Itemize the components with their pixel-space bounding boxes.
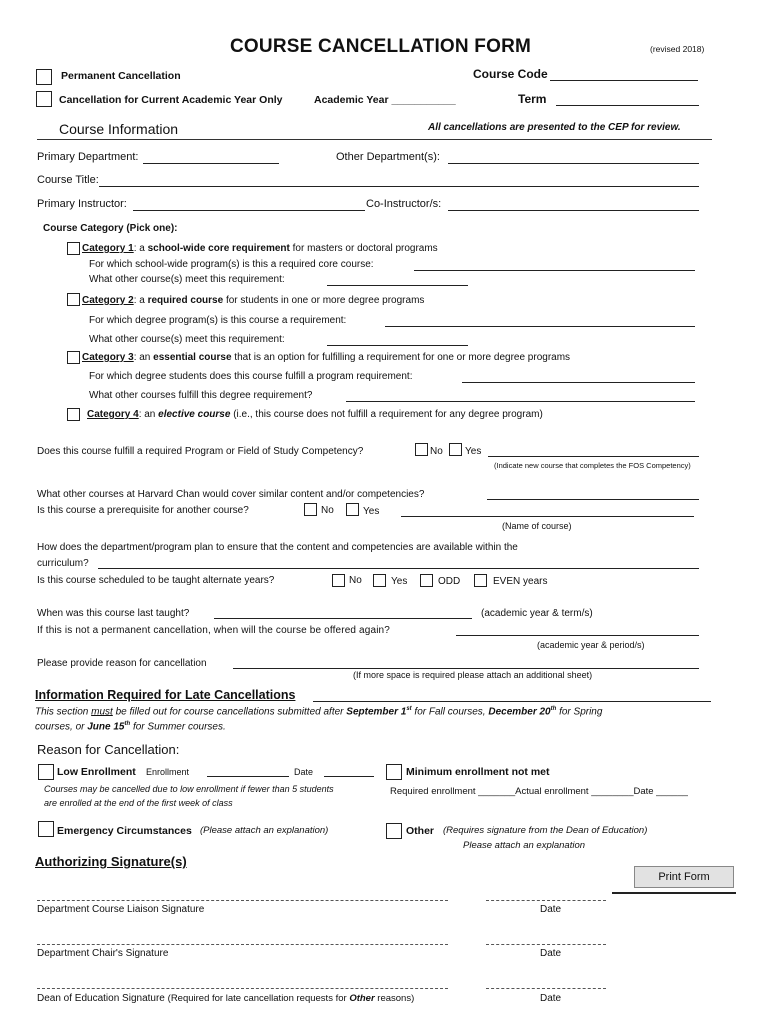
late-deadline-text-line-1: This section must be filled out for course cancellations submitted after September 1st for Fall courses, December 20th for Spring <box>35 706 603 718</box>
liaison-date-label: Date <box>540 904 562 915</box>
category-2-answer-2[interactable] <box>327 345 468 346</box>
category-2-question-1: For which degree program(s) is this course a requirement: <box>89 315 347 326</box>
course-title-label: Course Title: <box>37 174 99 186</box>
term-label: Term <box>518 92 547 106</box>
even-checkbox[interactable] <box>474 574 487 587</box>
odd-label: ODD <box>438 576 461 587</box>
authorizing-signatures-heading: Authorizing Signature(s) <box>35 854 187 869</box>
last-taught-field[interactable] <box>214 618 472 619</box>
chair-signature-label: Department Chair's Signature <box>37 948 169 959</box>
prerequisite-yes-checkbox[interactable] <box>346 503 359 516</box>
category-2-checkbox[interactable] <box>67 293 80 306</box>
co-instructors-label: Co-Instructor/s: <box>366 198 442 210</box>
fos-competency-field[interactable] <box>488 456 699 457</box>
not-permanent-question: If this is not a permanent cancellation, when will the course be offered again? <box>37 625 390 636</box>
dean-signature-label: Dean of Education Signature (Required for late cancellation requests for Other reasons) <box>37 993 415 1004</box>
even-years-label: EVEN years <box>493 576 548 587</box>
course-code-label: Course Code <box>473 67 548 81</box>
category-1-question-2: What other course(s) meet this requirement: <box>89 274 285 285</box>
liaison-signature-label: Department Course Liaison Signature <box>37 904 205 915</box>
minimum-enrollment-checkbox[interactable] <box>386 764 402 780</box>
required-actual-enrollment-fields[interactable]: Required enrollment _______Actual enrollment ________Date ______ <box>390 786 688 797</box>
prerequisite-course-field[interactable] <box>401 516 694 517</box>
print-rule <box>612 892 736 894</box>
category-3-description: Category 3: an essential course that is an option for fulfilling a requirement for one or more degree programs <box>82 352 571 363</box>
primary-instructor-label: Primary Instructor: <box>37 198 127 210</box>
category-4-checkbox[interactable] <box>67 408 80 421</box>
print-form-button[interactable]: Print Form <box>634 866 734 888</box>
plan-question-line-2: curriculum? <box>37 558 89 569</box>
course-category-heading: Course Category (Pick one): <box>43 223 178 234</box>
emergency-checkbox[interactable] <box>38 821 54 837</box>
more-space-note: (If more space is required please attach an additional sheet) <box>353 670 593 680</box>
liaison-signature-line[interactable] <box>37 900 448 901</box>
name-of-course-note: (Name of course) <box>502 521 572 531</box>
alternate-no-checkbox[interactable] <box>332 574 345 587</box>
reason-field[interactable] <box>233 668 699 669</box>
emergency-note: (Please attach an explanation) <box>200 825 329 836</box>
primary-department-field[interactable] <box>143 163 279 164</box>
term-field[interactable] <box>556 105 699 106</box>
alternate-yes-label: Yes <box>391 576 408 587</box>
other-reason-label: Other <box>406 825 435 837</box>
liaison-date-line[interactable] <box>486 900 606 901</box>
other-reason-note-2: Please attach an explanation <box>463 840 586 851</box>
current-year-checkbox[interactable] <box>36 91 52 107</box>
primary-department-label: Primary Department: <box>37 151 139 163</box>
other-departments-field[interactable] <box>448 163 699 164</box>
fos-note: (Indicate new course that completes the FOS Competency) <box>494 461 691 470</box>
prerequisite-question: Is this course a prerequisite for another course? <box>37 505 249 516</box>
alternate-no-label: No <box>349 575 362 586</box>
category-1-answer-1[interactable] <box>414 270 695 271</box>
other-reason-note-1: (Requires signature from the Dean of Education) <box>443 825 648 836</box>
fos-yes-label: Yes <box>465 446 482 457</box>
plan-answer-field[interactable] <box>98 568 699 569</box>
alternate-years-question: Is this course scheduled to be taught alternate years? <box>37 575 275 586</box>
low-enrollment-count-label: Enrollment <box>146 767 190 777</box>
permanent-cancellation-checkbox[interactable] <box>36 69 52 85</box>
section-divider <box>37 139 712 140</box>
low-enrollment-checkbox[interactable] <box>38 764 54 780</box>
late-heading-rule <box>313 701 711 702</box>
category-1-answer-2[interactable] <box>327 285 468 286</box>
fos-no-checkbox[interactable] <box>415 443 428 456</box>
category-4-description: Category 4: an elective course (i.e., this course does not fulfill a requirement for any degree program) <box>87 409 543 420</box>
category-3-question-1: For which degree students does this course fulfill a program requirement: <box>89 371 413 382</box>
low-enrollment-label: Low Enrollment <box>57 766 136 778</box>
alternate-yes-checkbox[interactable] <box>373 574 386 587</box>
similar-courses-question: What other courses at Harvard Chan would cover similar content and/or competencies? <box>37 489 425 500</box>
academic-year-period-note: (academic year & period/s) <box>537 640 645 650</box>
chair-date-line[interactable] <box>486 944 606 945</box>
other-reason-checkbox[interactable] <box>386 823 402 839</box>
category-2-answer-1[interactable] <box>385 326 695 327</box>
reason-for-cancellation-heading: Reason for Cancellation: <box>37 742 180 757</box>
course-information-heading: Course Information <box>59 121 179 137</box>
category-1-checkbox[interactable] <box>67 242 80 255</box>
other-departments-label: Other Department(s): <box>336 151 440 163</box>
fos-question: Does this course fulfill a required Program or Field of Study Competency? <box>37 446 364 457</box>
dean-date-line[interactable] <box>486 988 606 989</box>
cep-note: All cancellations are presented to the CEP for review. <box>428 122 681 133</box>
chair-date-label: Date <box>540 948 562 959</box>
category-3-answer-1[interactable] <box>462 382 695 383</box>
not-permanent-field[interactable] <box>456 635 699 636</box>
fos-no-label: No <box>430 446 443 457</box>
academic-year-field[interactable]: Academic Year ___________ <box>314 94 456 106</box>
prerequisite-no-checkbox[interactable] <box>304 503 317 516</box>
similar-courses-field[interactable] <box>487 499 699 500</box>
form-title: COURSE CANCELLATION FORM <box>230 36 532 57</box>
revised-note: (revised 2018) <box>650 44 705 54</box>
category-2-description: Category 2: a required course for students in one or more degree programs <box>82 295 425 306</box>
primary-instructor-field[interactable] <box>133 210 365 211</box>
category-3-answer-2[interactable] <box>346 401 695 402</box>
chair-signature-line[interactable] <box>37 944 448 945</box>
category-1-question-1: For which school-wide program(s) is this a required core course: <box>89 259 374 270</box>
low-enrollment-note-1: Courses may be cancelled due to low enrollment if fewer than 5 students <box>44 784 334 794</box>
low-enrollment-date-field[interactable] <box>324 776 374 777</box>
dean-signature-line[interactable] <box>37 988 448 989</box>
current-year-label: Cancellation for Current Academic Year Only <box>59 94 283 106</box>
permanent-cancellation-label: Permanent Cancellation <box>61 70 181 82</box>
course-title-field[interactable] <box>99 186 699 187</box>
reason-question: Please provide reason for cancellation <box>37 658 207 669</box>
odd-checkbox[interactable] <box>420 574 433 587</box>
last-taught-question: When was this course last taught? <box>37 608 190 619</box>
late-cancellations-heading: Information Required for Late Cancellations <box>35 688 296 702</box>
course-code-field[interactable] <box>550 80 698 81</box>
dean-date-label: Date <box>540 993 562 1004</box>
fos-yes-checkbox[interactable] <box>449 443 462 456</box>
co-instructors-field[interactable] <box>448 210 699 211</box>
low-enrollment-note-2: are enrolled at the end of the first week of class <box>44 798 233 808</box>
category-1-description: Category 1: a school-wide core requirement for masters or doctoral programs <box>82 243 438 254</box>
category-3-checkbox[interactable] <box>67 351 80 364</box>
category-2-question-2: What other course(s) meet this requirement: <box>89 334 285 345</box>
emergency-label: Emergency Circumstances <box>57 825 192 837</box>
low-enrollment-date-label: Date <box>294 767 314 777</box>
prerequisite-no-label: No <box>321 505 334 516</box>
minimum-enrollment-label: Minimum enrollment not met <box>406 766 550 778</box>
academic-year-term-note: (academic year & term/s) <box>481 608 593 619</box>
category-3-question-2: What other courses fulfill this degree requirement? <box>89 390 313 401</box>
prerequisite-yes-label: Yes <box>363 506 380 517</box>
late-deadline-text-line-2: courses, or June 15th for Summer courses. <box>35 721 226 733</box>
plan-question-line-1: How does the department/program plan to ensure that the content and competencies are available within the <box>37 542 518 553</box>
low-enrollment-count-field[interactable] <box>207 776 289 777</box>
